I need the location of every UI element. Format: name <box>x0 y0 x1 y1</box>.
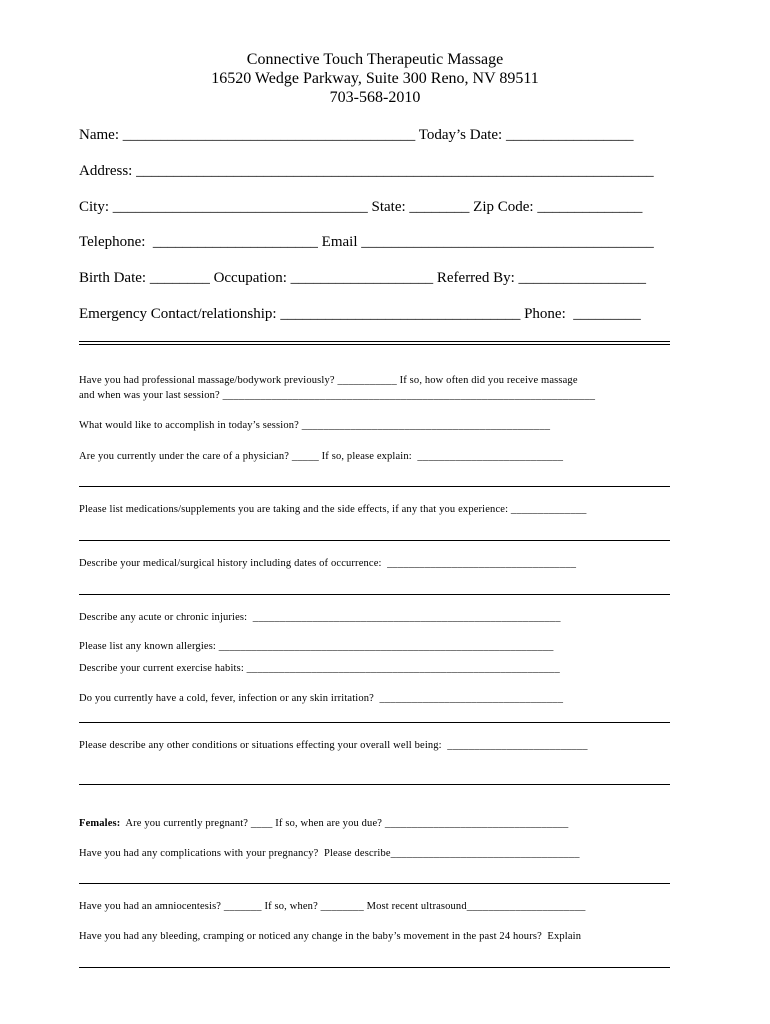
medical-history-question[interactable]: Describe your medical/surgical history including dates of occurrence: ___________________________________ <box>79 558 577 569</box>
allergies-question[interactable]: Please list any known allergies: ______________________________________________________________ <box>79 641 554 652</box>
birth-occupation-referral-line[interactable]: Birth Date: ________ Occupation: ___________________ Referred By: _________________ <box>79 270 647 286</box>
injuries-question[interactable]: Describe any acute or chronic injuries: _________________________________________________________ <box>79 612 561 623</box>
business-phone: 703-568-2010 <box>329 89 421 106</box>
business-address: 16520 Wedge Parkway, Suite 300 Reno, NV 89511 <box>211 70 539 87</box>
physician-care-question[interactable]: Are you currently under the care of a physician? _____ If so, please explain: ___________________________ <box>79 451 564 462</box>
answer-line[interactable] <box>79 594 670 595</box>
illness-question[interactable]: Do you currently have a cold, fever, infection or any skin irritation? __________________________________ <box>79 693 564 704</box>
form-header <box>0 50 750 107</box>
pregnancy-question-text: Are you currently pregnant? ____ If so, when are you due? __________________________________ <box>120 818 569 829</box>
city-state-zip-line[interactable]: City: __________________________________ State: ________ Zip Code: ______________ <box>79 199 643 215</box>
answer-line[interactable] <box>79 722 670 723</box>
exercise-question[interactable]: Describe your current exercise habits: __________________________________________________________ <box>79 663 560 674</box>
amniocentesis-question[interactable]: Have you had an amniocentesis? _______ If so, when? ________ Most recent ultrasound______________________ <box>79 901 586 912</box>
answer-line[interactable] <box>79 883 670 884</box>
answer-line[interactable] <box>79 784 670 785</box>
last-session-question[interactable]: and when was your last session? _____________________________________________________________________ <box>79 390 596 401</box>
other-conditions-question[interactable]: Please describe any other conditions or situations effecting your overall well being: __________________________ <box>79 740 588 751</box>
bleeding-cramping-question[interactable]: Have you had any bleeding, cramping or noticed any change in the baby’s movement in the past 24 hours? Explain <box>79 931 582 942</box>
pregnancy-complications-question[interactable]: Have you had any complications with your pregnancy? Please describe___________________________________ <box>79 848 580 859</box>
name-date-line[interactable]: Name: _______________________________________ Today’s Date: _________________ <box>79 127 634 143</box>
answer-line[interactable] <box>79 486 670 487</box>
address-line[interactable]: Address: _____________________________________________________________________ <box>79 163 654 179</box>
telephone-email-line[interactable]: Telephone: ______________________ Email _______________________________________ <box>79 234 654 250</box>
answer-line[interactable] <box>79 540 670 541</box>
section-divider <box>79 341 670 345</box>
answer-line[interactable] <box>79 967 670 968</box>
medications-question[interactable]: Please list medications/supplements you are taking and the side effects, if any that you experience: ______________ <box>79 504 587 515</box>
pregnancy-question[interactable] <box>79 818 568 829</box>
session-goal-question[interactable]: What would like to accomplish in today’s session? ______________________________________________ <box>79 420 551 431</box>
emergency-contact-line[interactable]: Emergency Contact/relationship: ________________________________ Phone: _________ <box>79 306 641 322</box>
prior-massage-question[interactable]: Have you had professional massage/bodywork previously? ___________ If so, how often did you receive massage <box>79 375 578 386</box>
females-label: Females: <box>79 818 121 829</box>
business-name: Connective Touch Therapeutic Massage <box>246 51 504 68</box>
